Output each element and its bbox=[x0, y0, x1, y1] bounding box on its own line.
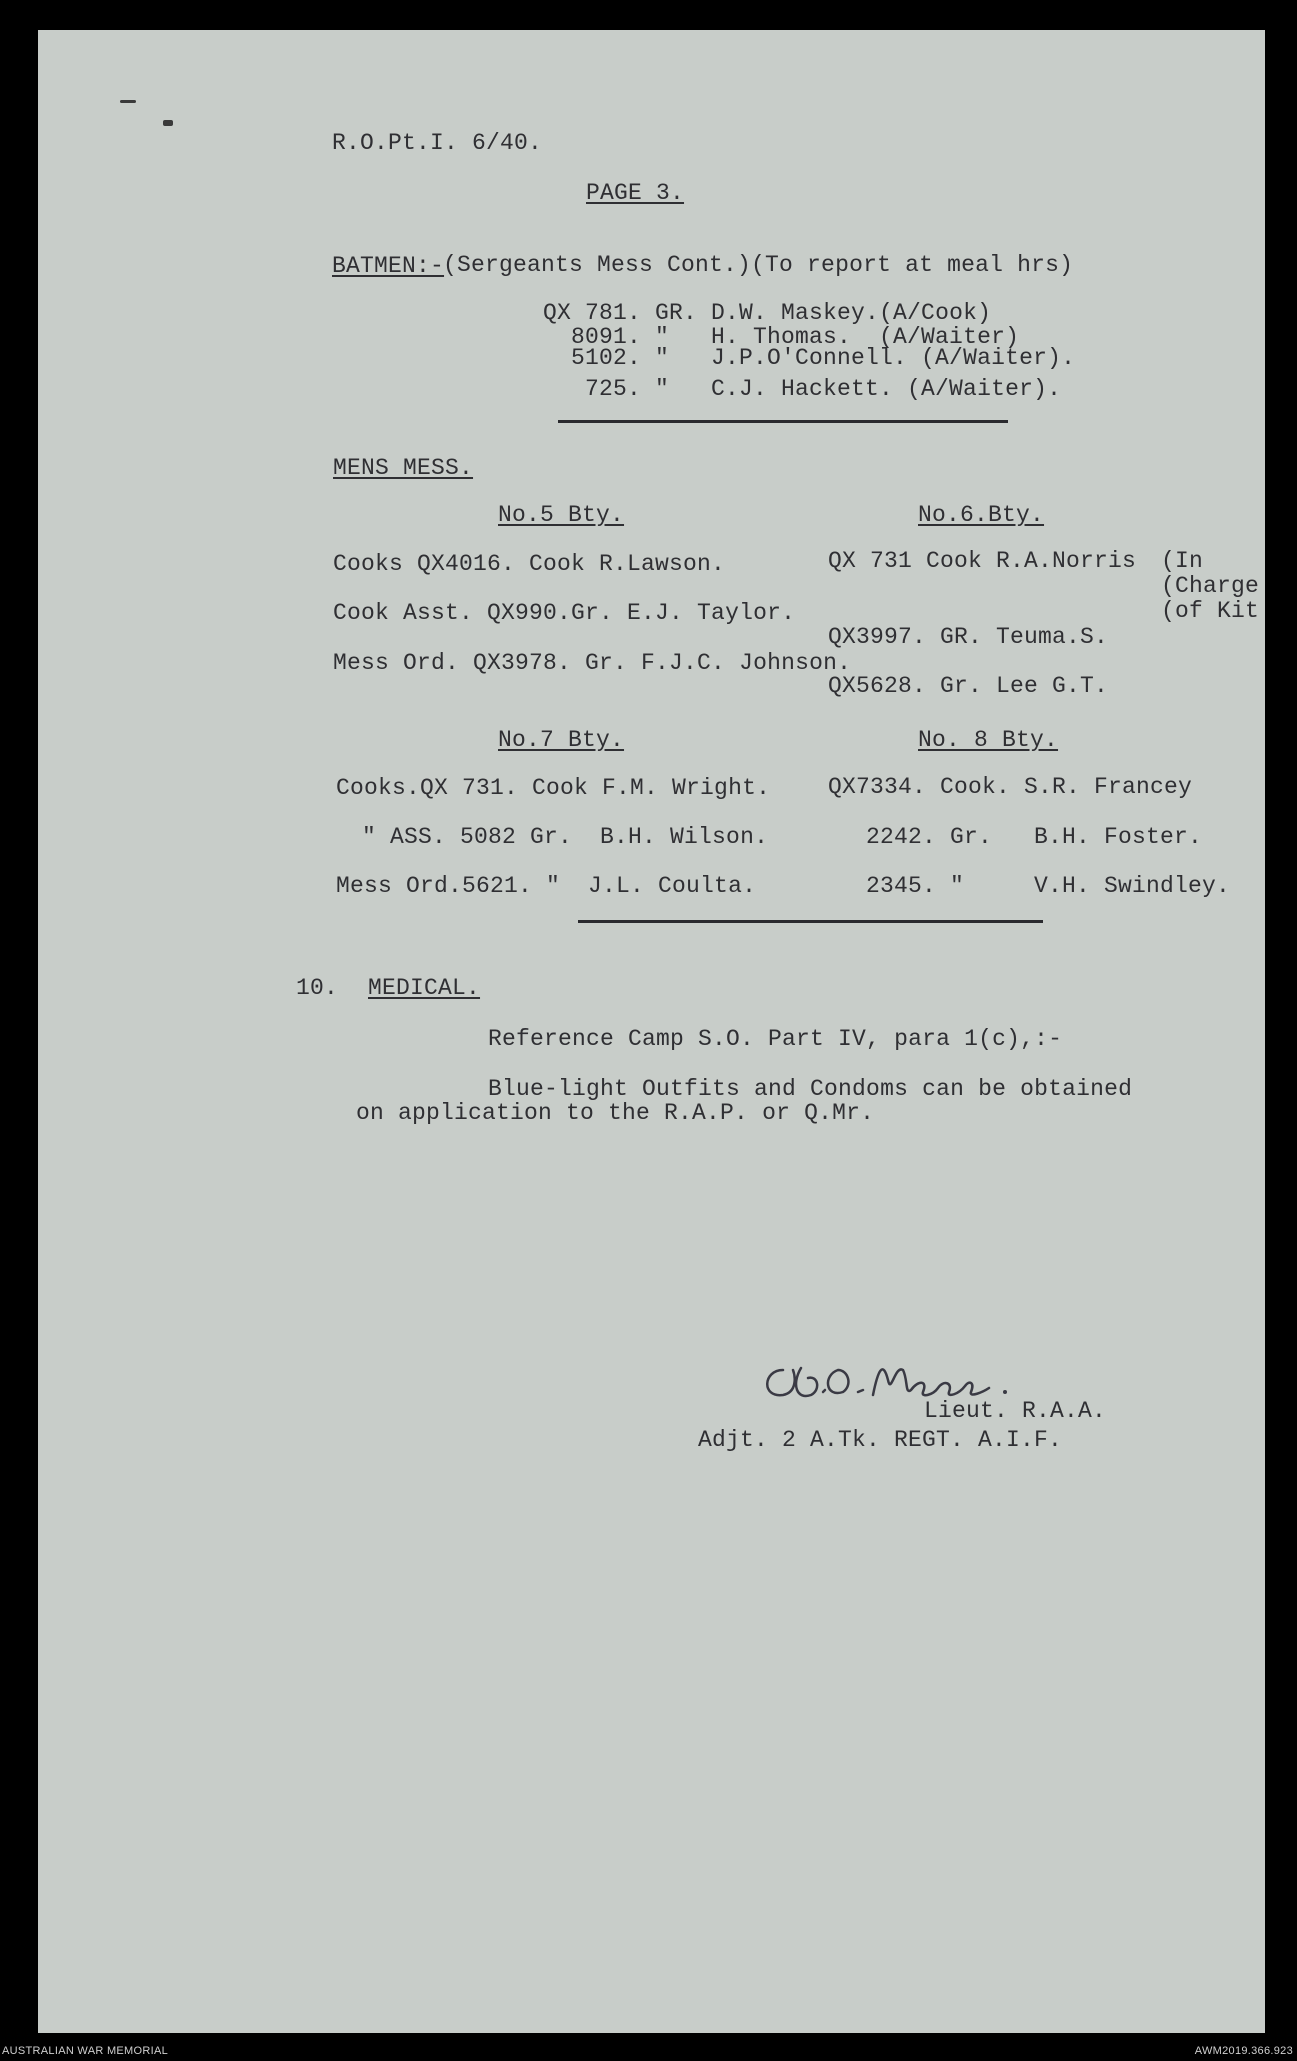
bty8-row: QX7334. Cook. S.R. Francey bbox=[828, 774, 1193, 800]
medical-reference: Reference Camp S.O. Part IV, para 1(c),:- bbox=[488, 1026, 1063, 1052]
bty6-row: QX 731 Cook R.A.Norris bbox=[828, 548, 1137, 574]
medical-text: Blue-light Outfits and Condoms can be obtained bbox=[488, 1076, 1133, 1102]
bty5-row: Cooks QX4016. Cook R.Lawson. bbox=[333, 551, 726, 577]
medical-heading: MEDICAL. bbox=[368, 975, 481, 1001]
bty6-note: (Charge bbox=[1161, 573, 1260, 599]
mens-mess-heading: MENS MESS. bbox=[333, 455, 474, 481]
section-divider bbox=[558, 420, 1008, 423]
bty7-row: Cooks.QX 731. Cook F.M. Wright. bbox=[336, 775, 771, 801]
page-heading: PAGE 3. bbox=[586, 180, 685, 206]
bty6-row: QX3997. GR. Teuma.S. bbox=[828, 624, 1109, 650]
batmen-subtitle: (Sergeants Mess Cont.)(To report at meal hrs) bbox=[443, 252, 1074, 278]
order-reference: R.O.Pt.I. 6/40. bbox=[332, 130, 543, 156]
medical-text: on application to the R.A.P. or Q.Mr. bbox=[356, 1100, 875, 1126]
bty5-heading: No.5 Bty. bbox=[498, 502, 625, 528]
bty7-heading: No.7 Bty. bbox=[498, 727, 625, 753]
footer-institution: AUSTRALIAN WAR MEMORIAL bbox=[2, 2045, 169, 2057]
bty8-row: 2242. Gr. B.H. Foster. bbox=[866, 824, 1203, 850]
batmen-entry: 5102. " J.P.O'Connell. (A/Waiter). bbox=[571, 345, 1076, 371]
document-page bbox=[38, 30, 1265, 2033]
bty5-row: Cook Asst. QX990.Gr. E.J. Taylor. bbox=[333, 600, 796, 626]
bty6-note: (of Kit bbox=[1161, 598, 1260, 624]
section-number: 10. bbox=[296, 975, 339, 1001]
bty6-note: (In bbox=[1161, 548, 1204, 574]
bty7-row: " ASS. 5082 Gr. B.H. Wilson. bbox=[348, 824, 769, 850]
batmen-heading: BATMEN:- bbox=[332, 253, 445, 279]
signatory-unit: Adjt. 2 A.Tk. REGT. A.I.F. bbox=[698, 1427, 1063, 1453]
signatory-rank: Lieut. R.A.A. bbox=[924, 1398, 1107, 1424]
batmen-entry: QX 781. GR. D.W. Maskey.(A/Cook) bbox=[543, 300, 992, 326]
footer-accession: AWM2019.366.923 bbox=[1194, 2045, 1293, 2057]
bty6-heading: No.6.Bty. bbox=[918, 502, 1045, 528]
bty6-row: QX5628. Gr. Lee G.T. bbox=[828, 673, 1109, 699]
batmen-entry: 8091. " H. Thomas. (A/Waiter) bbox=[571, 324, 1020, 350]
bty8-row: 2345. " V.H. Swindley. bbox=[866, 873, 1231, 899]
bty7-row: Mess Ord.5621. " J.L. Coulta. bbox=[336, 873, 757, 899]
ink-smudge bbox=[120, 100, 136, 103]
section-divider bbox=[578, 920, 1043, 923]
ink-smudge bbox=[163, 120, 173, 126]
bty5-row: Mess Ord. QX3978. Gr. F.J.C. Johnson. bbox=[333, 650, 852, 676]
batmen-entry: 725. " C.J. Hackett. (A/Waiter). bbox=[585, 376, 1062, 402]
bty8-heading: No. 8 Bty. bbox=[918, 727, 1059, 753]
